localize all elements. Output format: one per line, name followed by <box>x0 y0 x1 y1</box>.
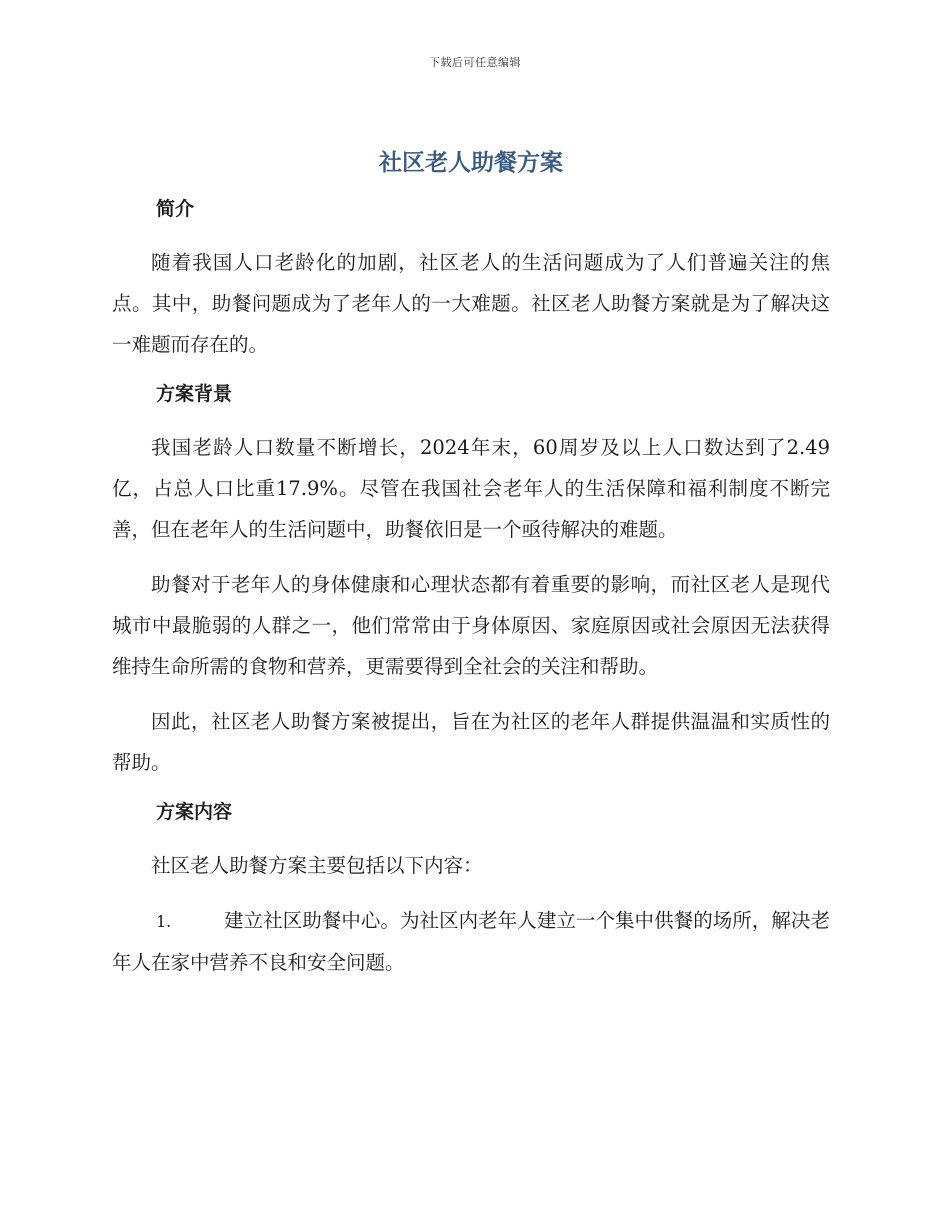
section-content <box>112 797 830 983</box>
content-paragraph-1: 社区老人助餐方案主要包括以下内容： <box>151 854 483 877</box>
section-heading-content: 方案内容 <box>156 801 233 823</box>
document-title: 社区老人助餐方案 <box>379 150 563 176</box>
background-paragraph-2: 助餐对于老年人的身体健康和心理状态都有着重要的影响，而社区老人是现代城市中最脆弱的人群之一，他们常常由于身体原因、家庭原因或社会原因无法获得维持生命所需的食物和营养，更需要得到全社会的关注和帮助。 <box>112 573 830 678</box>
background-paragraph-3: 因此，社区老人助餐方案被提出，旨在为社区的老年人群提供温温和实质性的帮助。 <box>112 710 830 774</box>
header-note: 下载后可任意编辑 <box>429 56 521 69</box>
section-intro <box>112 194 830 365</box>
list-item-text: 建立社区助餐中心。为社区内老年人建立一个集中供餐的场所，解决老年人在家中营养不良和安全问题。 <box>112 909 830 974</box>
intro-paragraph-1: 随着我国人口老龄化的加剧，社区老人的生活问题成为了人们普遍关注的焦点。其中，助餐问题成为了老年人的一大难题。社区老人助餐方案就是为了解决这一难题而存在的。 <box>112 251 830 356</box>
section-background <box>112 379 830 783</box>
section-heading-intro: 简介 <box>156 198 195 220</box>
section-heading-background: 方案背景 <box>156 383 233 405</box>
background-paragraph-1: 我国老龄人口数量不断增长，2024年末，60周岁及以上人口数达到了2.49亿，占总人口比重17.9%。尽管在我国社会老年人的生活保障和福利制度不断完善，但在老年人的生活问题中，助餐依旧是一个亟待解决的难题。 <box>112 436 830 541</box>
document-body <box>112 142 830 997</box>
list-item-number: 1. <box>156 912 172 931</box>
list-item <box>112 900 830 983</box>
